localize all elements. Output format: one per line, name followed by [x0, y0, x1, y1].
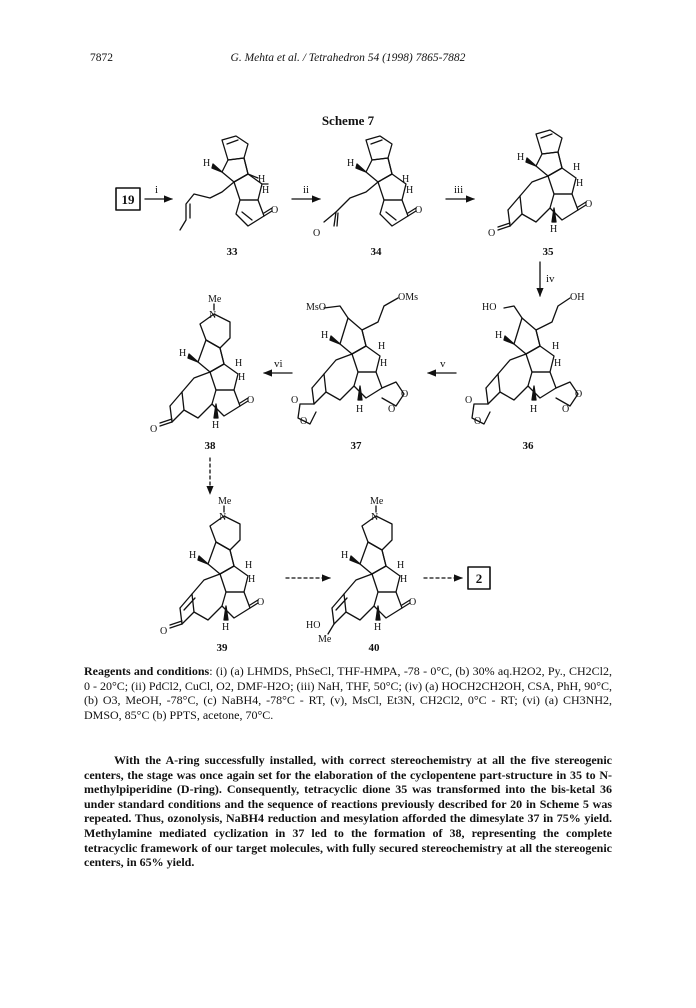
step-iv-label: iv [546, 273, 555, 285]
compound-35-structure [498, 130, 586, 230]
compound-19-box [116, 188, 140, 210]
compound-35-atom-labels: H H H O O H [488, 152, 593, 239]
reagents-and-conditions [84, 664, 612, 722]
compound-19-label: 19 [121, 192, 135, 207]
compound-38-atom-labels: Me N H H H O O H [150, 294, 255, 435]
compound-2-label: 2 [475, 571, 483, 586]
step-vi-label: vi [274, 358, 283, 370]
running-head: G. Mehta et al. / Tetrahedron 54 (1998) 7865-7882 [230, 52, 466, 64]
body-paragraph: With the A-ring successfully installed, with correct stereochemistry at all the five stereogenic centers, the stage was once again set for the elaboration of the cyclopentene part-structure in 35 to N-methylpiperidine (D-ring). Consequently, tetracyclic dione 35 was transformed into the bis-ketal 36 under standard conditions and the sequence of reactions previously described for 20 in Scheme 5 was repeated. Thus, ozonolysis, NaBH4 reduction and mesylation afforded the dimesylate 37 in 75% yield. Methylamine mediated cyclization in 37 led to the formation of 38, representing the complete tetracyclic framework of our target molecules, with fully secured stereochemistry at all the stereogenic centers, in 65% yield. [84, 753, 612, 870]
compound-39-atom-labels: Me N H H H O O H [160, 496, 265, 637]
compound-37-atom-labels: MsO OMs H H H O O O O H [291, 292, 419, 427]
compound-37-number: 37 [350, 440, 362, 452]
compound-35-number: 35 [542, 246, 554, 258]
compound-33-atom-labels: H H H O [203, 158, 279, 216]
compound-33-number: 33 [226, 246, 238, 258]
compound-39-number: 39 [216, 642, 228, 654]
compound-40-atom-labels: Me N H H H O HO Me H [306, 496, 417, 645]
step-i-label: i [155, 184, 159, 196]
page-number: 7872 [90, 52, 113, 64]
compound-36-number: 36 [522, 440, 534, 452]
compound-34-number: 34 [370, 246, 382, 258]
reagents-text: : (i) (a) LHMDS, PhSeCl, THF-HMPA, -78 - 0°C, (b) 30% aq.H2O2, Py., CH2Cl2, 0 - 20°C; (ii) PdCl2, CuCl, O2, DMF-H2O; (iii) NaH, THF, 50°C; (iv) (a) HOCH2CH2OH, CSA, PhH, 90°C, (b) O3, MeOH, -78°C, (c) NaBH4, -78°C - RT, (v), MsCl, Et3N, CH2Cl2, 0°C - RT; (vi) (a) CH3NH2, DMSO, 85°C (b) PPTS, acetone, 70°C. [84, 664, 612, 722]
compound-36-atom-labels: HO OH H H H O O O O H [465, 292, 585, 427]
compound-40-number: 40 [368, 642, 380, 654]
step-iii-label: iii [454, 184, 464, 196]
compound-34-atom-labels: H H H O O [313, 158, 423, 239]
reagents-lead: Reagents and conditions [84, 664, 210, 678]
compound-38-number: 38 [204, 440, 216, 452]
step-v-label: v [440, 358, 446, 370]
scheme-title: Scheme 7 [321, 113, 375, 128]
step-ii-label: ii [303, 184, 310, 196]
compound-2-box [468, 567, 490, 589]
